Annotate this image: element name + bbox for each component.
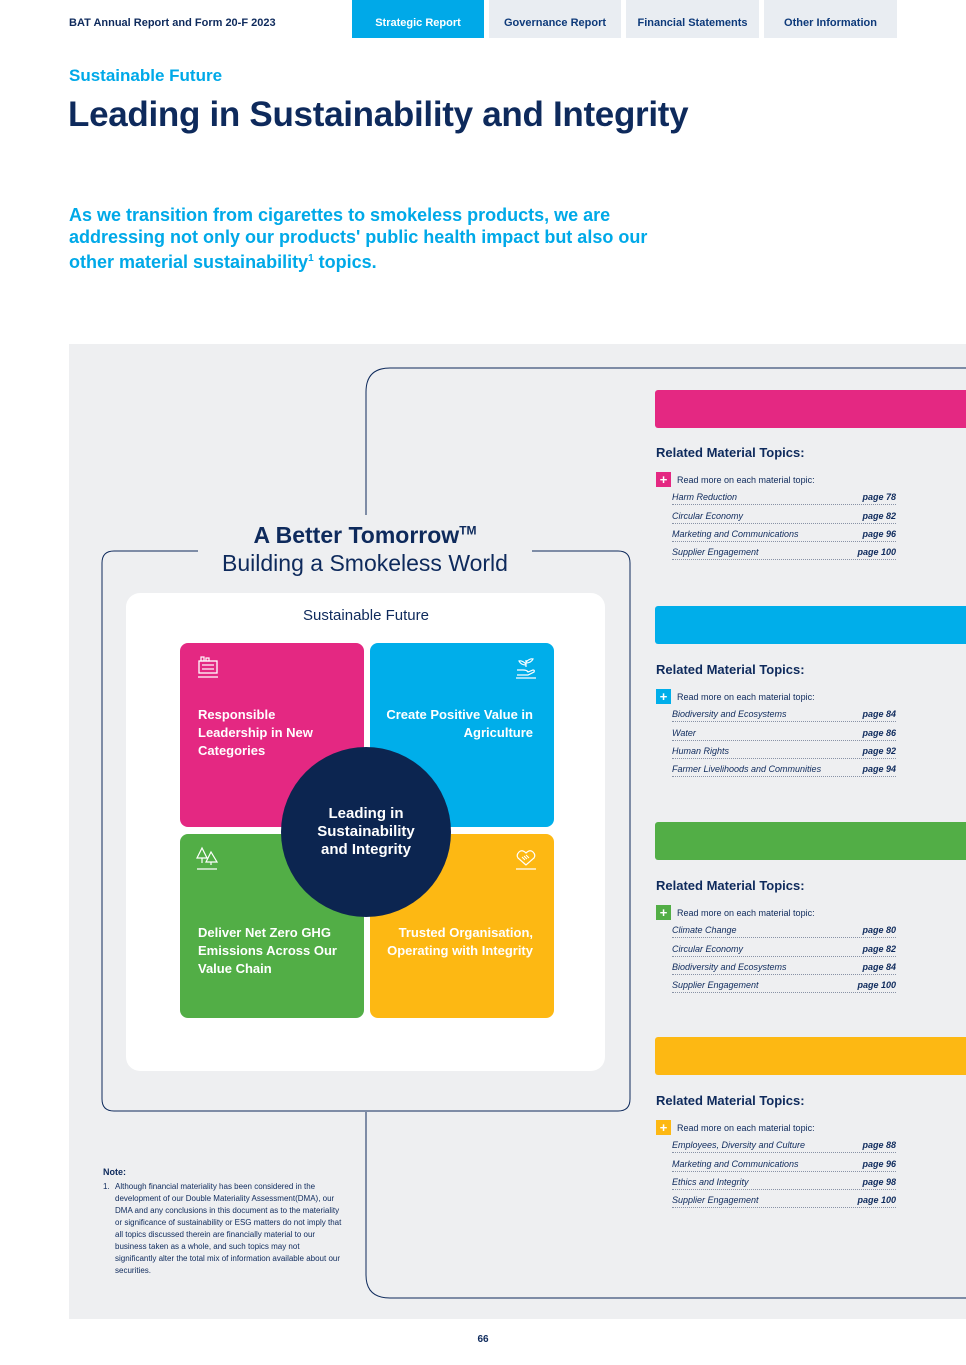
topic-link[interactable]: Circular Economy page 82 bbox=[672, 505, 896, 523]
topic-link[interactable]: Climate Change page 80 bbox=[672, 920, 896, 938]
related-topics-3 bbox=[656, 878, 896, 993]
quadrant-label: Create Positive Value in Agriculture bbox=[386, 707, 533, 740]
related-topics-2 bbox=[656, 662, 896, 777]
read-more-link[interactable]: + Read more on each material topic: bbox=[656, 689, 896, 704]
topic-link[interactable]: Supplier Engagement page 100 bbox=[672, 542, 896, 560]
quadrant-label: Trusted Organisation, Operating with Integrity bbox=[387, 925, 533, 958]
topic-link[interactable]: Biodiversity and Ecosystems page 84 bbox=[672, 957, 896, 975]
topic-link[interactable]: Harm Reduction page 78 bbox=[672, 487, 896, 505]
report-title: BAT Annual Report and Form 20-F 2023 bbox=[69, 17, 276, 29]
topic-link[interactable]: Circular Economy page 82 bbox=[672, 938, 896, 956]
tab-strategic-report[interactable]: Strategic Report bbox=[352, 0, 484, 38]
diagram-subtitle: Building a Smokeless World bbox=[222, 550, 508, 576]
topic-link[interactable]: Employees, Diversity and Culture page 88 bbox=[672, 1135, 896, 1153]
diagram-title: A Better Tomorrow™ bbox=[253, 522, 477, 548]
center-label: Leading in Sustainability and Integrity bbox=[317, 805, 415, 858]
handshake-icon bbox=[515, 846, 537, 870]
frame-label: Sustainable Future bbox=[286, 607, 446, 624]
related-topics-1 bbox=[656, 445, 896, 560]
color-bar-pink bbox=[655, 390, 966, 428]
topic-link[interactable]: Human Rights page 92 bbox=[672, 741, 896, 759]
topic-link[interactable]: Marketing and Communications page 96 bbox=[672, 524, 896, 542]
page-number: 66 bbox=[477, 1334, 489, 1345]
related-topics-heading: Related Material Topics: bbox=[656, 1093, 805, 1108]
related-topics-heading: Related Material Topics: bbox=[656, 662, 805, 677]
read-more-link[interactable]: + Read more on each material topic: bbox=[656, 1120, 896, 1135]
trees-icon bbox=[196, 846, 218, 870]
related-topics-heading: Related Material Topics: bbox=[656, 445, 805, 460]
tab-other-information[interactable]: Other Information bbox=[764, 0, 897, 38]
topic-link[interactable]: Supplier Engagement page 100 bbox=[672, 975, 896, 993]
intro-text: As we transition from cigarettes to smokeless products, we are addressing not only our products' public health impact but also our other material sustainability$^1$ topics. bbox=[69, 205, 648, 272]
footnote-heading: Note: bbox=[103, 1167, 126, 1177]
footnote-text: Although financial materiality has been considered in the development of our Double Materiality Assessment(DMA), our DMA and any conclusions in this document as to the materiality or significance of sustainability or ESG matters do not imply that all topics discussed therein are financially material to our business taken as a whole, and such topics may not significantly alter the total mix of information available about our securities. bbox=[115, 1182, 342, 1275]
topic-link[interactable]: Supplier Engagement page 100 bbox=[672, 1190, 896, 1208]
plus-icon: + bbox=[656, 472, 671, 487]
plant-in-hand-icon bbox=[515, 655, 537, 679]
page-title: Leading in Sustainability and Integrity bbox=[68, 95, 689, 134]
topic-link[interactable]: Farmer Livelihoods and Communities page 94 bbox=[672, 759, 896, 777]
quadrant-label: Responsible Leadership in New Categories bbox=[198, 707, 313, 758]
tab-governance-report[interactable]: Governance Report bbox=[489, 0, 621, 38]
center-circle bbox=[281, 747, 451, 917]
topic-link[interactable]: Water page 86 bbox=[672, 722, 896, 740]
section-label: Sustainable Future bbox=[69, 66, 223, 85]
topic-link[interactable]: Ethics and Integrity page 98 bbox=[672, 1172, 896, 1190]
topic-link[interactable]: Marketing and Communications page 96 bbox=[672, 1153, 896, 1171]
plus-icon: + bbox=[656, 689, 671, 704]
related-topics-4 bbox=[656, 1093, 896, 1208]
color-bar-green bbox=[655, 822, 966, 860]
footnote-number: 1. bbox=[103, 1182, 110, 1191]
quadrant-label: Deliver Net Zero GHG Emissions Across Our Value Chain bbox=[198, 925, 337, 976]
tab-financial-statements[interactable]: Financial Statements bbox=[626, 0, 759, 38]
read-more-link[interactable]: + Read more on each material topic: bbox=[656, 905, 896, 920]
related-topics-heading: Related Material Topics: bbox=[656, 878, 805, 893]
factory-icon bbox=[197, 655, 219, 679]
color-bar-blue bbox=[655, 606, 966, 644]
plus-icon: + bbox=[656, 905, 671, 920]
footnote bbox=[103, 1166, 343, 1277]
plus-icon: + bbox=[656, 1120, 671, 1135]
color-bar-yellow bbox=[655, 1037, 966, 1075]
read-more-link[interactable]: + Read more on each material topic: bbox=[656, 472, 896, 487]
topic-link[interactable]: Biodiversity and Ecosystems page 84 bbox=[672, 704, 896, 722]
